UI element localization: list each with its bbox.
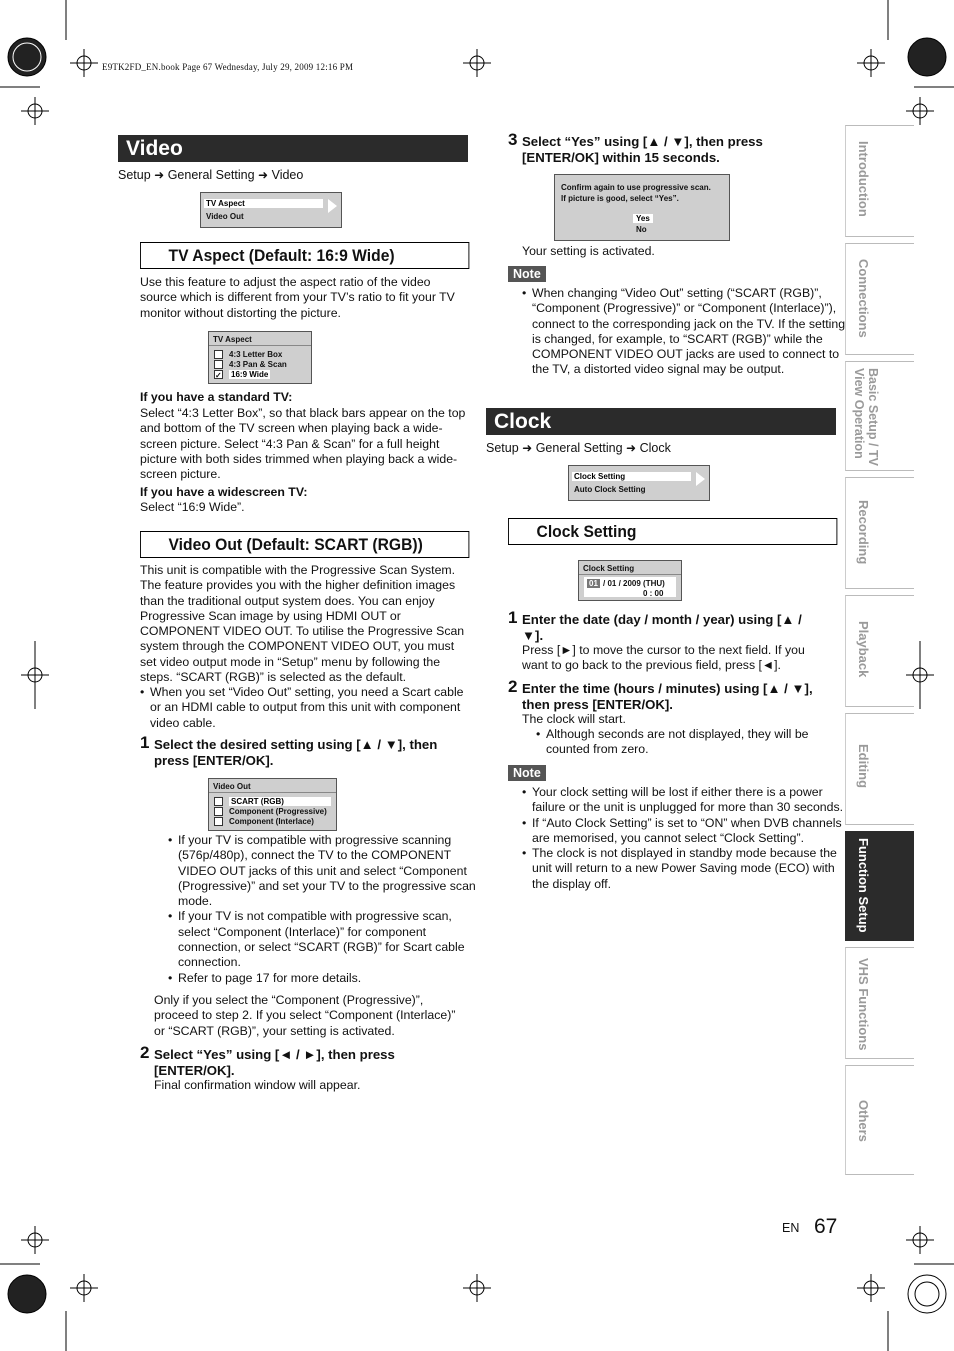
- note-label: Note: [508, 765, 546, 781]
- video-out-bullet: [136, 685, 468, 731]
- video-note: [518, 286, 850, 378]
- step-2-sub: Final confirmation window will appear.: [154, 1078, 361, 1092]
- checkbox-icon: [214, 360, 223, 369]
- clock-step-1-text: Enter the date (day / month / year) using [▲ / ▼].: [522, 612, 802, 643]
- video-out-intro: This unit is compatible with the Progressive Scan System. The feature provides you with the higher definition images than the traditional output system does. You can enjoy Progressive Scan image by using HDMI OUT or COMPONENT VIDEO OUT. To utilise the Progressive Scan system through the COMPONENT VIDEO OUT, you must set video output mode in “Setup” menu by following the steps. “SCART (RGB)” is selected as the default.: [140, 563, 465, 685]
- language-code: EN: [782, 1221, 800, 1235]
- option-interlace[interactable]: Component (Interlace): [214, 817, 314, 826]
- tab-vhs-functions[interactable]: VHS Functions: [845, 947, 914, 1059]
- screen-title: TV Aspect: [213, 335, 252, 344]
- only-if-text: Only if you select the “Component (Progressive)”, proceed to step 2. If you select “Component (Interlace)” or “SCART (RGB)”, your setting is activated.: [154, 993, 456, 1038]
- setting-activated: Your setting is activated.: [522, 244, 655, 258]
- list-item: • Refer to page 17 for more details.: [178, 971, 480, 986]
- tv-aspect-screen: [208, 331, 312, 384]
- step-number: 2: [140, 1043, 150, 1062]
- confirm-line-2: If picture is good, select “Yes”.: [561, 194, 679, 203]
- page-number: 67: [814, 1215, 838, 1238]
- menu-item-auto-clock[interactable]: Auto Clock Setting: [574, 485, 646, 494]
- option-pan-scan[interactable]: 4:3 Pan & Scan: [214, 360, 287, 369]
- tab-introduction[interactable]: Introduction: [845, 125, 914, 237]
- print-header: E9TK2FD_EN.book Page 67 Wednesday, July 29, 2009 12:16 PM: [102, 62, 354, 72]
- step-number: 1: [140, 733, 150, 752]
- list-item: • The clock is not displayed in standby mode because the unit will return to a new Power Saving mode (ECO) with the display off.: [532, 846, 850, 892]
- option-scart[interactable]: SCART (RGB): [214, 797, 331, 806]
- list-item: • Your clock setting will be lost if either there is a power failure or the unit is unplugged for more than 30 seconds.: [532, 785, 850, 816]
- time-field[interactable]: 0 : 00: [643, 589, 664, 598]
- standard-tv-heading: If you have a standard TV:: [140, 390, 293, 404]
- checkbox-icon: [214, 817, 223, 826]
- date-field[interactable]: / 01 / 2009 (THU): [603, 579, 665, 588]
- arrow-right-icon: [328, 199, 337, 213]
- step-number: 2: [508, 677, 518, 696]
- video-section-title: Video: [118, 135, 468, 162]
- clock-step-2-text: Enter the time (hours / minutes) using [▲ / ▼], then press [ENTER/OK].: [522, 681, 813, 712]
- video-menu-screen: [200, 192, 342, 228]
- clock-setting-heading: Clock Setting: [508, 518, 837, 545]
- widescreen-tv-heading: If you have a widescreen TV:: [140, 485, 308, 499]
- tab-function-setup[interactable]: Function Setup: [845, 831, 914, 941]
- step-1-text: Select the desired setting using [▲ / ▼], then press [ENTER/OK].: [154, 737, 438, 768]
- checkbox-icon: [214, 350, 223, 359]
- step-number: 1: [508, 608, 518, 627]
- tab-recording[interactable]: Recording: [845, 477, 914, 589]
- option-letter-box[interactable]: 4:3 Letter Box: [214, 350, 282, 359]
- option-progressive[interactable]: Component (Progressive): [214, 807, 327, 816]
- clock-section-title: Clock: [486, 408, 836, 435]
- clock-menu-screen: [568, 465, 710, 501]
- list-item: • If your TV is not compatible with progressive scan, select “Component (Interlace)” for component connection, or select “SCART (RGB)” for Scart cable connection.: [178, 909, 480, 970]
- tab-basic-setup[interactable]: Basic Setup / TV View Operation: [845, 361, 914, 471]
- tv-aspect-heading: TV Aspect (Default: 16:9 Wide): [140, 242, 469, 269]
- tv-aspect-intro: Use this feature to adjust the aspect ratio of the video source which is different from your TV’s ratio to fit your TV monitor without distorting the picture.: [140, 275, 455, 320]
- clock-step-1-sub: Press [►] to move the cursor to the next field. If you want to go back to the previous field, press [◄].: [522, 643, 805, 673]
- day-field[interactable]: 01: [589, 579, 598, 588]
- checked-checkbox-icon: ✓: [215, 371, 222, 381]
- tab-editing[interactable]: Editing: [845, 713, 914, 825]
- checkbox-icon: [214, 807, 223, 816]
- video-breadcrumb: Setup ➜ General Setting ➜ Video: [118, 168, 304, 182]
- tab-playback[interactable]: Playback: [845, 595, 914, 707]
- step-3-text: Select “Yes” using [▲ / ▼], then press [ENTER/OK] within 15 seconds.: [522, 134, 763, 165]
- list-item: • If your TV is compatible with progressive scanning (576p/480p), connect the TV to the COMPONENT VIDEO OUT jacks of this unit and select “Component (Progressive)” and set your TV to the progressive scan mode.: [178, 833, 480, 909]
- note-label: Note: [508, 266, 546, 282]
- video-out-bullets: [164, 833, 480, 986]
- step-2-text: Select “Yes” using [◄ / ►], then press [ENTER/OK].: [154, 1047, 395, 1078]
- list-item: • When changing “Video Out” setting (“SCART (RGB)”, “Component (Progressive)” or “Component (Interlace)”), connect to the corresponding jack on the TV. If the setting is changed, for example, to “SCART (RGB)” while the COMPONENT VIDEO OUT jacks are used to connect to the TV, a distorted video signal may be output.: [532, 286, 850, 378]
- video-out-heading: Video Out (Default: SCART (RGB)): [140, 531, 469, 558]
- confirm-no-option[interactable]: No: [636, 225, 647, 234]
- clock-step-2-bullet: [532, 727, 836, 758]
- step-number: 3: [508, 130, 518, 149]
- tab-connections[interactable]: Connections: [845, 243, 914, 355]
- tab-others[interactable]: Others: [845, 1065, 914, 1175]
- video-out-screen: [208, 778, 337, 831]
- list-item: • If “Auto Clock Setting” is set to “ON” when DVB channels are memorised, you cannot select “Clock Setting”.: [532, 816, 850, 847]
- clock-breadcrumb: Setup ➜ General Setting ➜ Clock: [486, 441, 671, 455]
- checked-checkbox-icon: [214, 797, 223, 806]
- confirm-yes-option[interactable]: Yes: [633, 214, 653, 223]
- list-item: • When you set “Video Out” setting, you need a Scart cable or an HDMI cable to output from this unit with component video cable.: [150, 685, 468, 731]
- clock-notes: [518, 785, 850, 892]
- widescreen-tv-text: Select “16:9 Wide”.: [140, 500, 245, 514]
- menu-item-clock-setting[interactable]: Clock Setting: [572, 472, 691, 481]
- option-wide[interactable]: ✓ 16:9 Wide: [215, 370, 269, 381]
- menu-item-tv-aspect[interactable]: TV Aspect: [204, 199, 323, 208]
- confirm-screen: [554, 174, 730, 241]
- standard-tv-text: Select “4:3 Letter Box”, so that black bars appear on the top and bottom of the TV screen when playing back a wide-screen picture. Select “4:3 Pan & Scan” for a full height picture with both sides trimmed when playing back a wide-screen picture.: [140, 406, 466, 482]
- clock-setting-screen: [578, 560, 682, 601]
- menu-item-video-out[interactable]: Video Out: [206, 212, 244, 221]
- screen-title: Video Out: [213, 782, 251, 791]
- arrow-right-icon: [696, 472, 705, 486]
- list-item: • Although seconds are not displayed, they will be counted from zero.: [546, 727, 836, 758]
- screen-title: Clock Setting: [583, 564, 635, 573]
- clock-step-2-sub: The clock will start.: [522, 712, 626, 726]
- confirm-line-1: Confirm again to use progressive scan.: [561, 183, 711, 192]
